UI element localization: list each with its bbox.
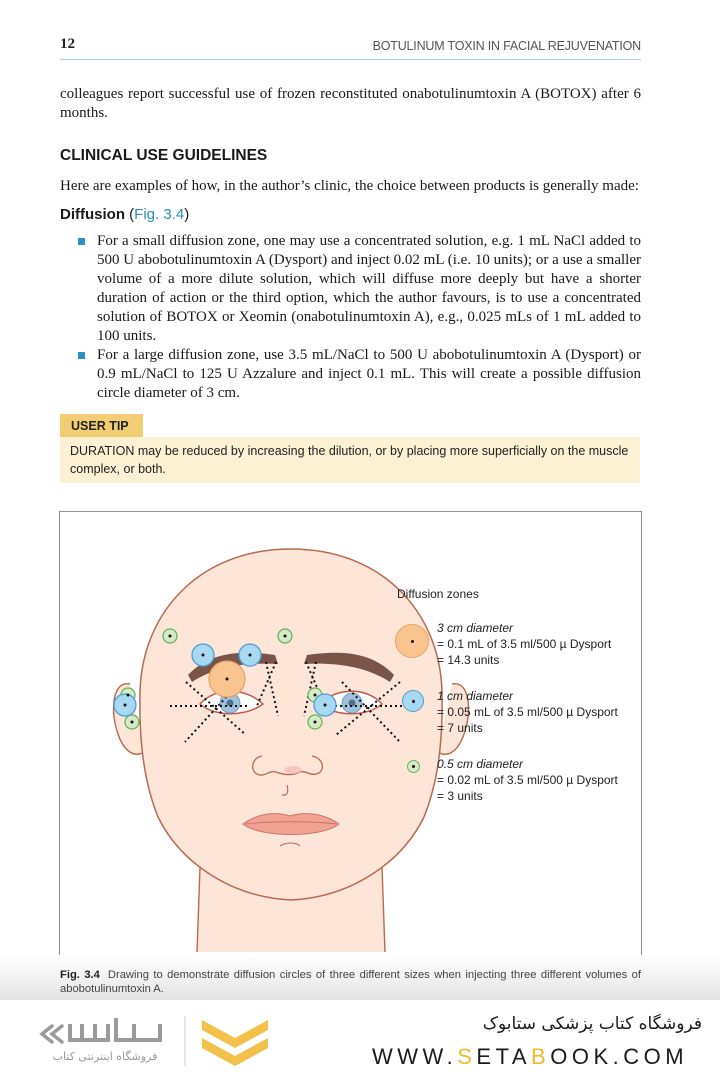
- logo-subtitle: فروشگاه اینترنتی کتاب: [52, 1050, 158, 1063]
- bullet-item: [78, 232, 641, 346]
- user-tip-box: DURATION may be reduced by increasing the dilution, or by placing more superficially on the muscle complex, or both.: [60, 437, 640, 483]
- legend-units: = 14.3 units: [437, 653, 500, 667]
- legend-dose: = 0.05 mL of 3.5 ml/500 µ Dysport: [437, 705, 618, 719]
- caption-text: Drawing to demonstrate diffusion circles of three different sizes when injecting three different volumes of abobotulinumtoxin A.: [60, 969, 641, 995]
- legend-dose: = 0.1 mL of 3.5 ml/500 µ Dysport: [437, 637, 612, 651]
- intro-paragraph: colleagues report successful use of frozen reconstituted onabotulinumtoxin A (BOTOX) after 6 months.: [60, 86, 641, 121]
- url-accent-b: B: [531, 1044, 551, 1069]
- store-title-persian: فروشگاه کتاب پزشکی ستابوک: [482, 1014, 702, 1034]
- blue-circle-icon: [402, 690, 424, 712]
- legend-dose: = 0.02 mL of 3.5 ml/500 µ Dysport: [437, 773, 618, 787]
- figure-reference-link[interactable]: Fig. 3.4: [134, 206, 185, 223]
- ref-close: ): [184, 206, 190, 223]
- bullet-item: [78, 346, 641, 403]
- face-illustration: [60, 512, 643, 961]
- lead-paragraph: Here are examples of how, in the author’s clinic, the choice between products is generally made:: [60, 178, 639, 194]
- running-title: BOTULINUM TOXIN IN FACIAL REJUVENATION: [372, 39, 641, 53]
- square-bullet-icon: [78, 352, 85, 359]
- url-mid: ETA: [476, 1044, 532, 1069]
- setabook-logo[interactable]: [30, 1010, 280, 1072]
- legend-units: = 3 units: [437, 789, 483, 803]
- store-url[interactable]: [372, 1044, 688, 1070]
- legend-size: 3 cm diameter: [437, 621, 514, 635]
- subheading-title: Diffusion: [60, 206, 125, 223]
- page-header: [60, 36, 641, 60]
- page-number: 12: [60, 36, 75, 52]
- bullet-text: For a small diffusion zone, one may use a concentrated solution, e.g. 1 mL NaCl added to 500 U abobotulinumtoxin A (Dysport) and inject 0.02 mL (i.e. 10 units); or a use a smaller volume of a more dilute solution, which will diffuse more deeply but have a shorter duration of action or the third option, which the author favours, is to use a concentrated solution of BOTOX or Xeomin (onabotulinumtoxin A), e.g., 0.025 mLs of 1 mL added to 100 units.: [97, 233, 641, 344]
- bullet-text: For a large diffusion zone, use 3.5 mL/NaCl to 500 U abobotulinumtoxin A (Dysport) or 0.9 mL/NaCl to 125 U Azzalure and inject 0.1 mL. This will create a possible diffusion circle diameter of 3 cm.: [97, 347, 641, 401]
- legend-units: = 7 units: [437, 721, 483, 735]
- green-circle-icon: [407, 760, 420, 773]
- user-tip-label: USER TIP: [60, 414, 143, 438]
- figure-3-4: [59, 511, 642, 960]
- legend-title: Diffusion zones: [397, 587, 479, 601]
- ref-open: (: [125, 206, 135, 223]
- publisher-footer: [0, 1000, 720, 1080]
- url-accent-s: S: [457, 1044, 477, 1069]
- caption-label: Fig. 3.4: [60, 969, 100, 981]
- url-prefix: WWW.: [372, 1044, 458, 1069]
- square-bullet-icon: [78, 238, 85, 245]
- section-heading: CLINICAL USE GUIDELINES: [60, 147, 268, 164]
- url-suffix: OOK.COM: [550, 1044, 689, 1069]
- bullet-list: [78, 232, 641, 403]
- orange-circle-icon: [395, 624, 429, 658]
- subheading-diffusion: [60, 206, 189, 223]
- legend-size: 1 cm diameter: [437, 689, 514, 703]
- legend-size: 0.5 cm diameter: [437, 757, 524, 771]
- figure-caption: [60, 968, 641, 996]
